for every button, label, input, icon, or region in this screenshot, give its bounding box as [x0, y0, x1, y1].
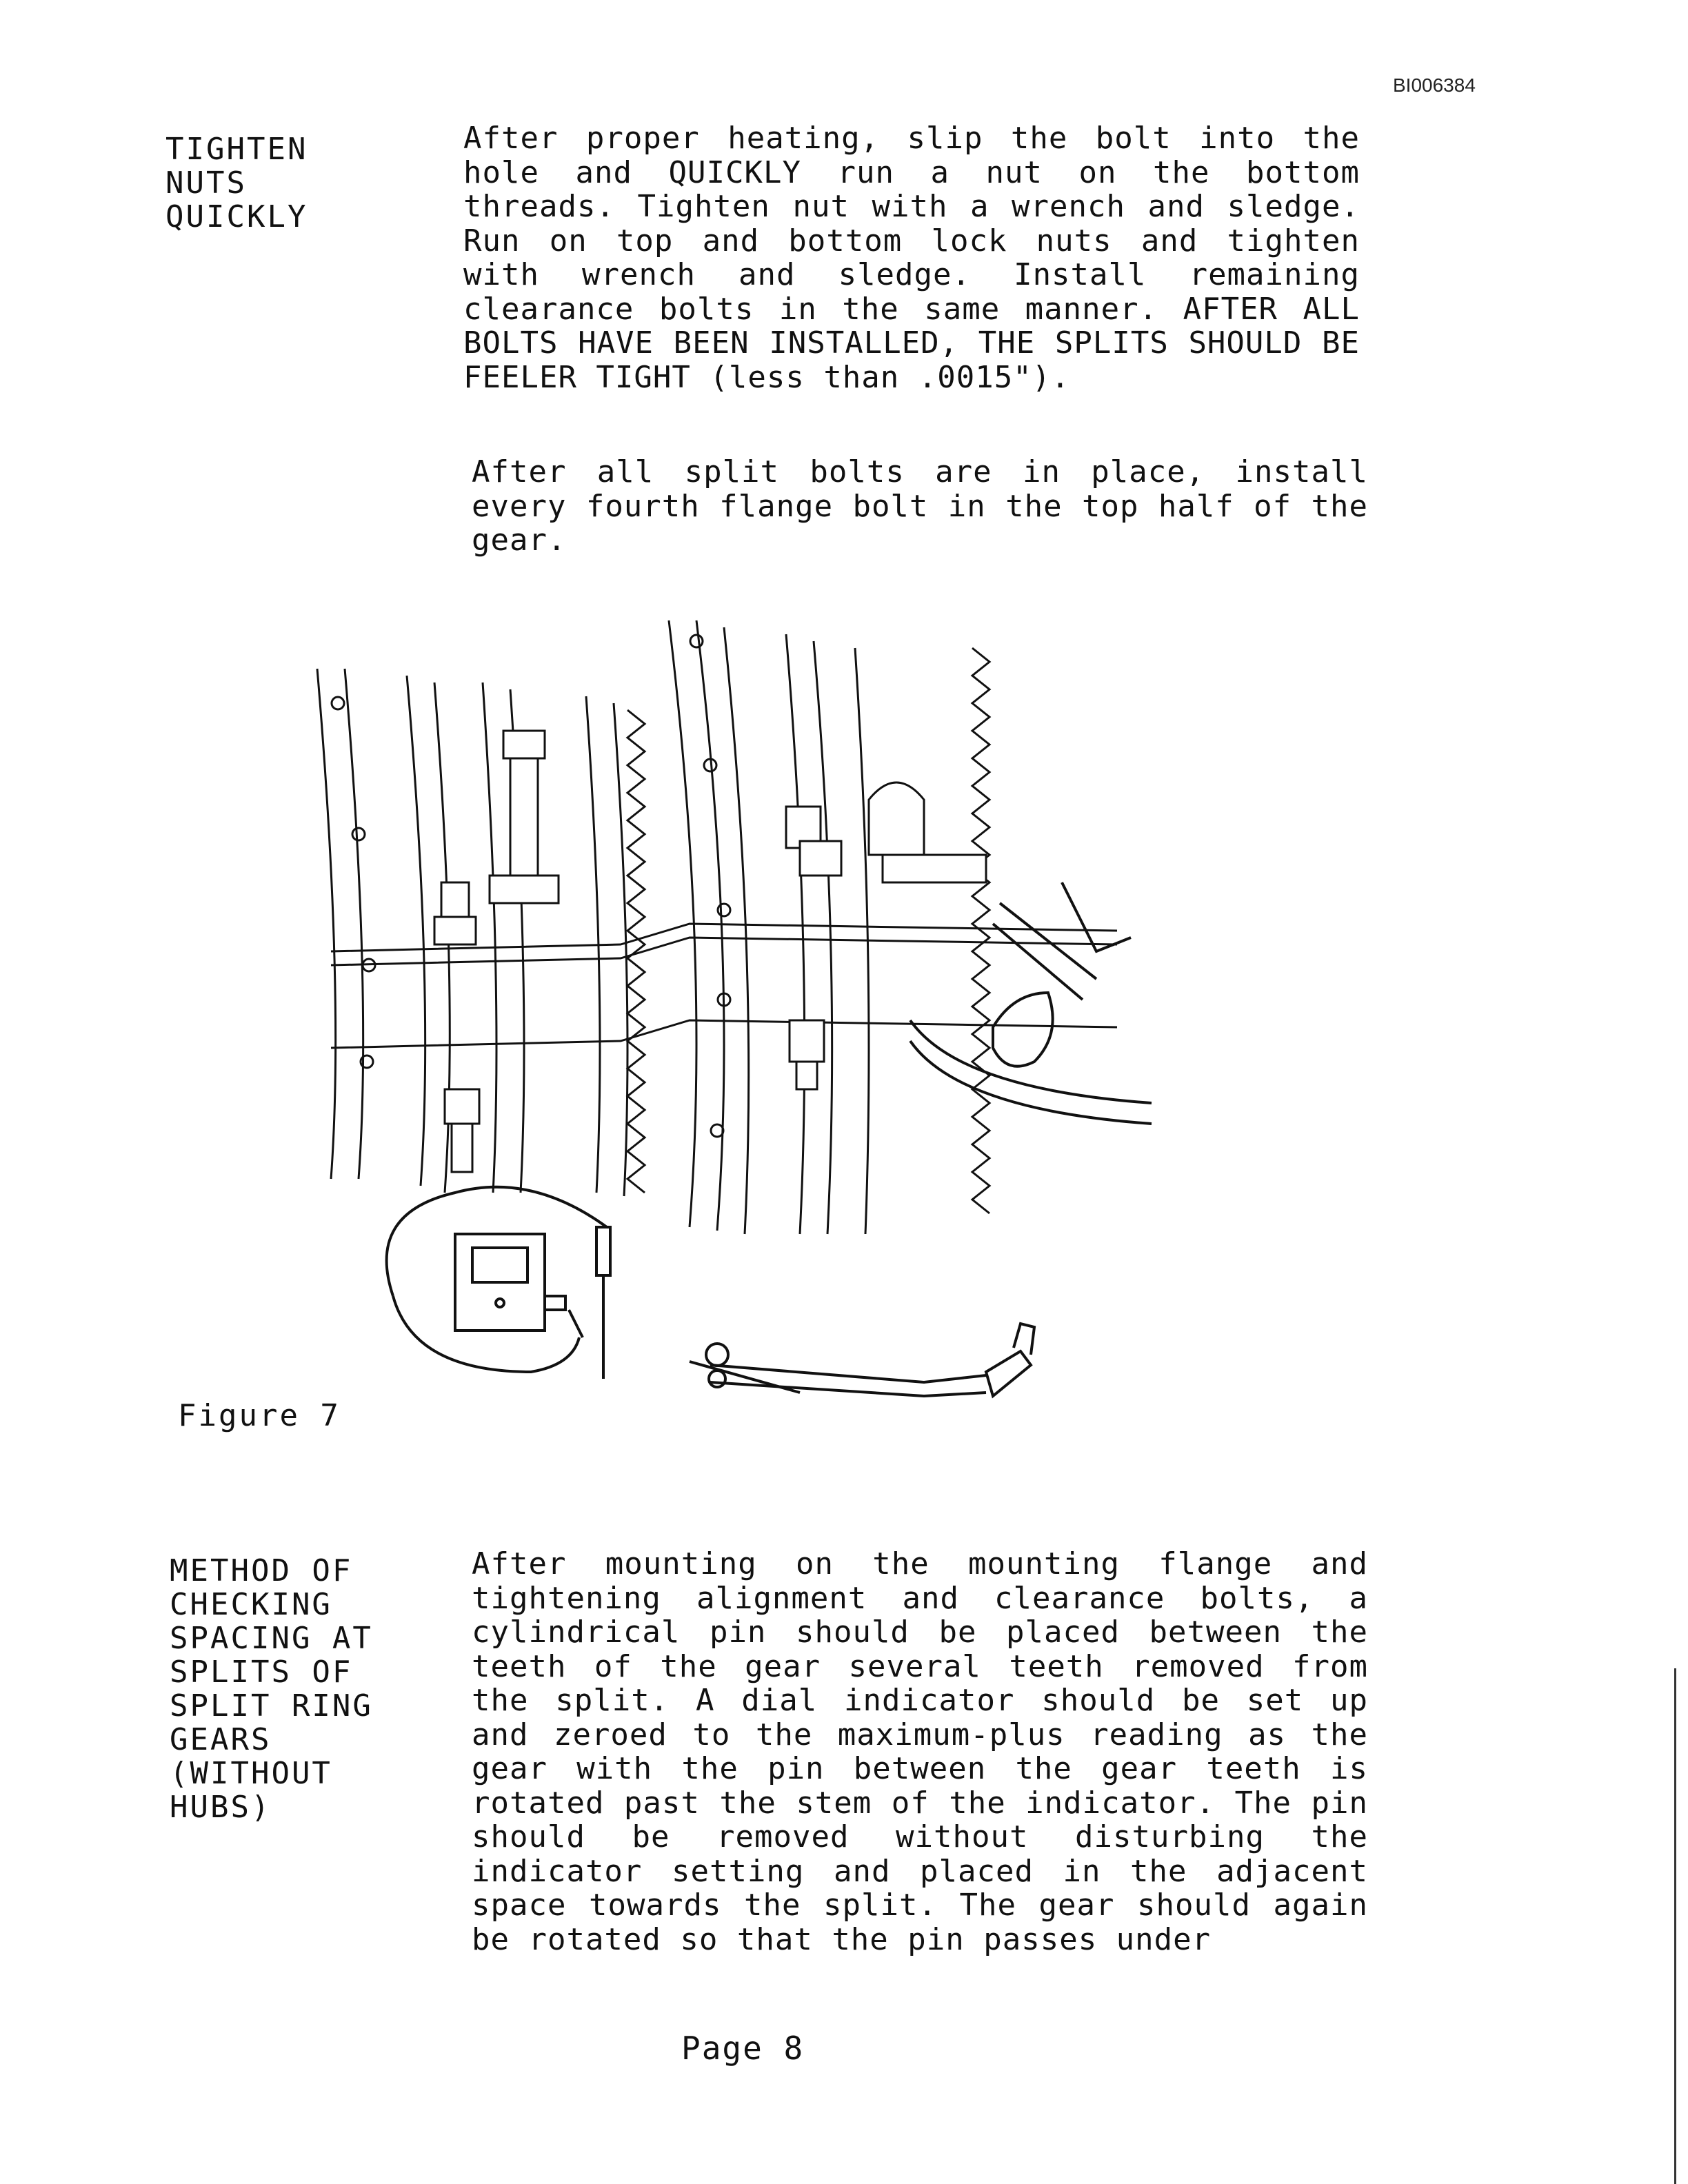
paragraph-checking-spacing: After mounting on the mounting flange and tightening alignment and clearance bolts, a cylindrical pin should be placed between the teeth of the gear several teeth removed from the split. A dial indicator should be set up and zeroed to the maximum-plus reading as the gear with the pin between the gear teeth is rotated past the stem of the indicator. The pin should be removed without disturbing the indicator setting and placed in the adjacent space towards the split. The gear should again be rotated so that the pin passes under [472, 1546, 1368, 1957]
section-heading-method-of-checking: METHOD OF CHECKING SPACING AT SPLITS OF SPLIT RING GEARS (WITHOUT HUBS) [170, 1553, 373, 1825]
document-id: BI006384 [1393, 74, 1476, 96]
page-number: Page 8 [681, 2030, 805, 2067]
paragraph-flange-bolts: After all split bolts are in place, install every fourth flange bolt in the top half of the gear. [472, 454, 1368, 558]
paragraph-heating-bolts: After proper heating, slip the bolt into the hole and QUICKLY run a nut on the bottom threads. Tighten nut with a wrench and sledge. Run on top and bottom lock nuts and tighten with wrench and sledge. Install remaining clearance bolts in the same manner. AFTER ALL BOLTS HAVE BEEN INSTALLED, THE SPLITS SHOULD BE FEELER TIGHT (less than .0015"). [463, 121, 1360, 395]
section-heading-tighten-nuts: TIGHTEN NUTS QUICKLY [165, 132, 308, 234]
figure-caption: Figure 7 [178, 1398, 341, 1433]
scan-edge-line [1674, 1668, 1676, 2184]
figure-7-illustration [303, 607, 1158, 1420]
